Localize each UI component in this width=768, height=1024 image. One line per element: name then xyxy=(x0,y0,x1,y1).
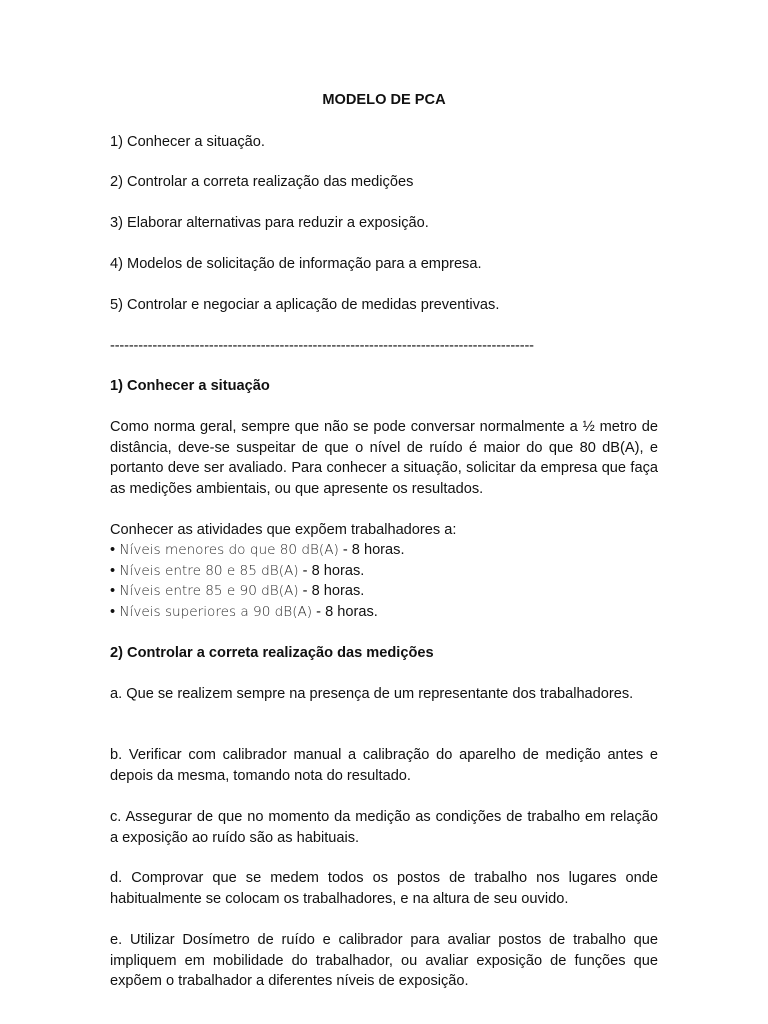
section2-item-c: c. Assegurar de que no momento da medição as condições de trabalho em relação a exposição ao ruído são as habituais. xyxy=(110,809,658,846)
bullet-marker: • xyxy=(110,604,116,620)
bullet-suffix: - 8 horas. xyxy=(298,583,365,599)
bullet-marker: • xyxy=(110,542,116,558)
index-item-1: 1) Conhecer a situação. xyxy=(110,134,265,150)
index-item-3: 3) Elaborar alternativas para reduzir a exposição. xyxy=(110,215,429,231)
bullet-text: Níveis superiores a 90 dB(A) xyxy=(115,604,313,620)
section2-item-e: e. Utilizar Dosímetro de ruído e calibrador para avaliar postos de trabalho que impliquem em mobilidade do trabalhador, ou avaliar exposição de funções que expõem o trabalhador a diferentes níveis de exposição. xyxy=(110,932,658,990)
section2-item-a: a. Que se realizem sempre na presença de um representante dos trabalhadores. xyxy=(110,686,634,702)
list-item xyxy=(110,540,405,560)
separator-line: ------------------------------------------------------------------------------------------ xyxy=(110,338,534,354)
section2-item-d: d. Comprovar que se medem todos os postos de trabalho nos lugares onde habitualmente se colocam os trabalhadores, e na altura de seu ouvido. xyxy=(110,870,658,907)
section1-list-intro: Conhecer as atividades que expõem trabalhadores a: xyxy=(110,522,457,538)
index-item-4: 4) Modelos de solicitação de informação para a empresa. xyxy=(110,256,482,272)
bullet-suffix: - 8 horas. xyxy=(298,563,365,579)
bullet-text: Níveis entre 80 e 85 dB(A) xyxy=(115,563,299,579)
section1-paragraph: Como norma geral, sempre que não se pode conversar normalmente a ½ metro de distância, deve-se suspeitar de que o nível de ruído é maior do que 80 dB(A), e portanto deve ser avaliado. Para conhecer a situação, solicitar da empresa que faça as medições ambientais, ou que apresente os resultados. xyxy=(110,419,658,497)
section1-heading: 1) Conhecer a situação xyxy=(110,378,270,394)
bullet-marker: • xyxy=(110,583,116,599)
bullet-text: Níveis entre 85 e 90 dB(A) xyxy=(115,583,299,599)
bullet-text: Níveis menores do que 80 dB(A) xyxy=(115,542,339,558)
bullet-suffix: - 8 horas. xyxy=(338,542,405,558)
list-item xyxy=(110,561,364,581)
document-title: MODELO DE PCA xyxy=(322,92,446,108)
index-item-5: 5) Controlar e negociar a aplicação de medidas preventivas. xyxy=(110,297,500,313)
list-item xyxy=(110,602,378,622)
index-item-2: 2) Controlar a correta realização das medições xyxy=(110,174,414,190)
section2-item-b: b. Verificar com calibrador manual a calibração do aparelho de medição antes e depois da mesma, tomando nota do resultado. xyxy=(110,747,658,784)
bullet-suffix: - 8 horas. xyxy=(312,604,378,620)
list-item xyxy=(110,581,364,601)
bullet-marker: • xyxy=(110,563,116,579)
section2-heading: 2) Controlar a correta realização das medições xyxy=(110,645,434,661)
